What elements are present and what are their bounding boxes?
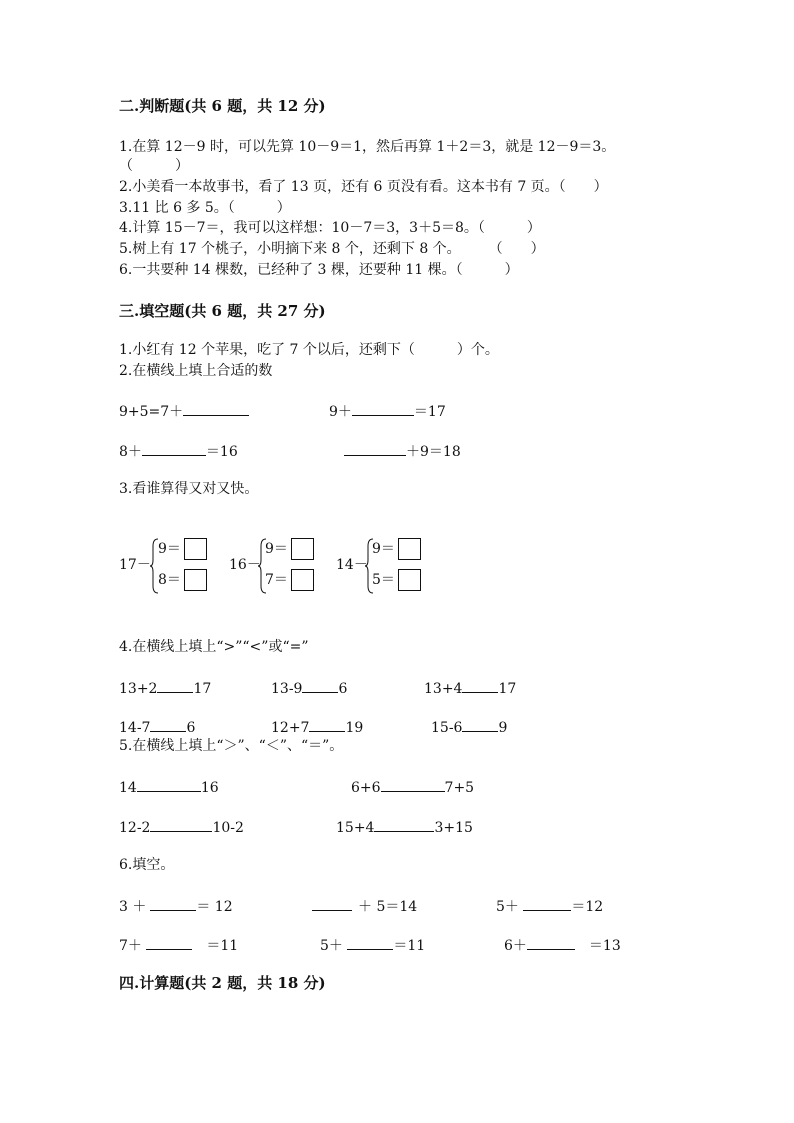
s3-q4-item: 12+7 19	[271, 717, 363, 737]
s3-q3-group1-bottom: 8＝	[158, 572, 181, 588]
answer-box[interactable]	[398, 569, 421, 591]
answer-box[interactable]	[291, 569, 314, 591]
s3-q3-group3-label: 14－	[336, 557, 368, 573]
s3-question-2: 2.在横线上填上合适的数	[119, 363, 273, 379]
answer-box[interactable]	[291, 538, 314, 560]
answer-blank[interactable]	[312, 896, 352, 911]
s3-q3-group2-label: 16－	[229, 557, 261, 573]
s3-q4-item: 15-6 9	[431, 717, 507, 737]
s3-q2-item-a: 9+5=7＋	[119, 401, 249, 421]
answer-box[interactable]	[184, 569, 207, 591]
answer-blank[interactable]	[157, 678, 193, 693]
s3-question-3: 3.看谁算得又对又快。	[119, 481, 259, 497]
answer-blank[interactable]	[183, 401, 249, 416]
s3-q5-item: 14 16	[119, 777, 219, 797]
s3-question-4: 4.在横线上填上“>”“<”或“=”	[119, 639, 309, 655]
answer-box[interactable]	[184, 538, 207, 560]
s3-q6-item: 5＋ ＝11	[320, 935, 425, 955]
answer-blank[interactable]	[381, 777, 445, 792]
s3-q3-group1-label: 17－	[119, 557, 151, 573]
answer-blank[interactable]	[344, 441, 406, 456]
s3-q5-item: 15+4 3+15	[336, 817, 473, 837]
answer-blank[interactable]	[527, 935, 575, 950]
s3-q6-item: 3 ＋ ＝ 12	[119, 896, 233, 916]
section-2-title: 二.判断题(共 6 题，共 12 分)	[119, 97, 326, 115]
s3-q4-item: 13-9 6	[271, 678, 347, 698]
answer-blank[interactable]	[309, 717, 345, 732]
answer-blank[interactable]	[146, 935, 192, 950]
s2-question-5: 5.树上有 17 个桃子，小明摘下来 8 个，还剩下 8 个。 （ ）	[119, 241, 545, 257]
s2-question-1: 1.在算 12－9 时，可以先算 10－9＝1，然后再算 1＋2＝3，就是 12－9＝3。	[119, 139, 616, 155]
s3-q6-item: ＋ 5＝14	[312, 896, 417, 916]
s3-q2-item-b: 9＋ ＝17	[329, 401, 446, 421]
answer-blank[interactable]	[462, 717, 498, 732]
s3-question-5: 5.在横线上填上“＞”、“＜”、“＝”。	[119, 738, 344, 754]
s2-question-6: 6.一共要种 14 棵数，已经种了 3 棵，还要种 11 棵。（ ）	[119, 262, 519, 278]
s3-q2-item-d: ＋9＝18	[344, 441, 461, 461]
answer-blank[interactable]	[150, 817, 212, 832]
answer-blank[interactable]	[352, 401, 414, 416]
section-4-title: 四.计算题(共 2 题，共 18 分)	[119, 974, 326, 992]
s3-q5-item: 12-2 10-2	[119, 817, 244, 837]
s2-question-4: 4.计算 15－7＝，我可以这样想：10－7＝3，3＋5＝8。（ ）	[119, 220, 541, 236]
s3-question-6: 6.填空。	[119, 857, 175, 873]
s3-q3-group1-top: 9＝	[158, 541, 181, 557]
s2-question-3: 3.11 比 6 多 5。（ ）	[119, 200, 291, 216]
answer-blank[interactable]	[150, 717, 186, 732]
s3-question-1: 1.小红有 12 个苹果，吃了 7 个以后，还剩下（ ）个。	[119, 342, 499, 358]
s3-q3-group3-bottom: 5＝	[372, 572, 395, 588]
s3-q5-item: 6+6 7+5	[351, 777, 474, 797]
answer-blank[interactable]	[142, 441, 206, 456]
answer-blank[interactable]	[137, 777, 201, 792]
s3-q6-item: 5＋ ＝12	[496, 896, 603, 916]
s3-q6-item: 6＋ ＝13	[504, 935, 621, 955]
answer-blank[interactable]	[523, 896, 571, 911]
s3-q4-item: 13+2 17	[119, 678, 211, 698]
s3-q4-item: 13+4 17	[424, 678, 516, 698]
s2-question-1-answer-paren: （ ）	[119, 158, 189, 174]
s2-question-2: 2.小美看一本故事书，看了 13 页，还有 6 页没有看。这本书有 7 页。（ ）	[119, 179, 608, 195]
s3-q3-group2-top: 9＝	[265, 541, 288, 557]
answer-blank[interactable]	[462, 678, 498, 693]
s3-q6-item: 7＋ ＝11	[119, 935, 238, 955]
answer-box[interactable]	[398, 538, 421, 560]
s3-q2-item-c: 8＋ ＝16	[119, 441, 238, 461]
s3-q4-item: 14-7 6	[119, 717, 195, 737]
answer-blank[interactable]	[302, 678, 338, 693]
s3-q3-group2-bottom: 7＝	[265, 572, 288, 588]
answer-blank[interactable]	[347, 935, 393, 950]
answer-blank[interactable]	[150, 896, 196, 911]
answer-blank[interactable]	[374, 817, 434, 832]
s3-q3-group3-top: 9＝	[372, 541, 395, 557]
section-3-title: 三.填空题(共 6 题，共 27 分)	[119, 302, 326, 320]
